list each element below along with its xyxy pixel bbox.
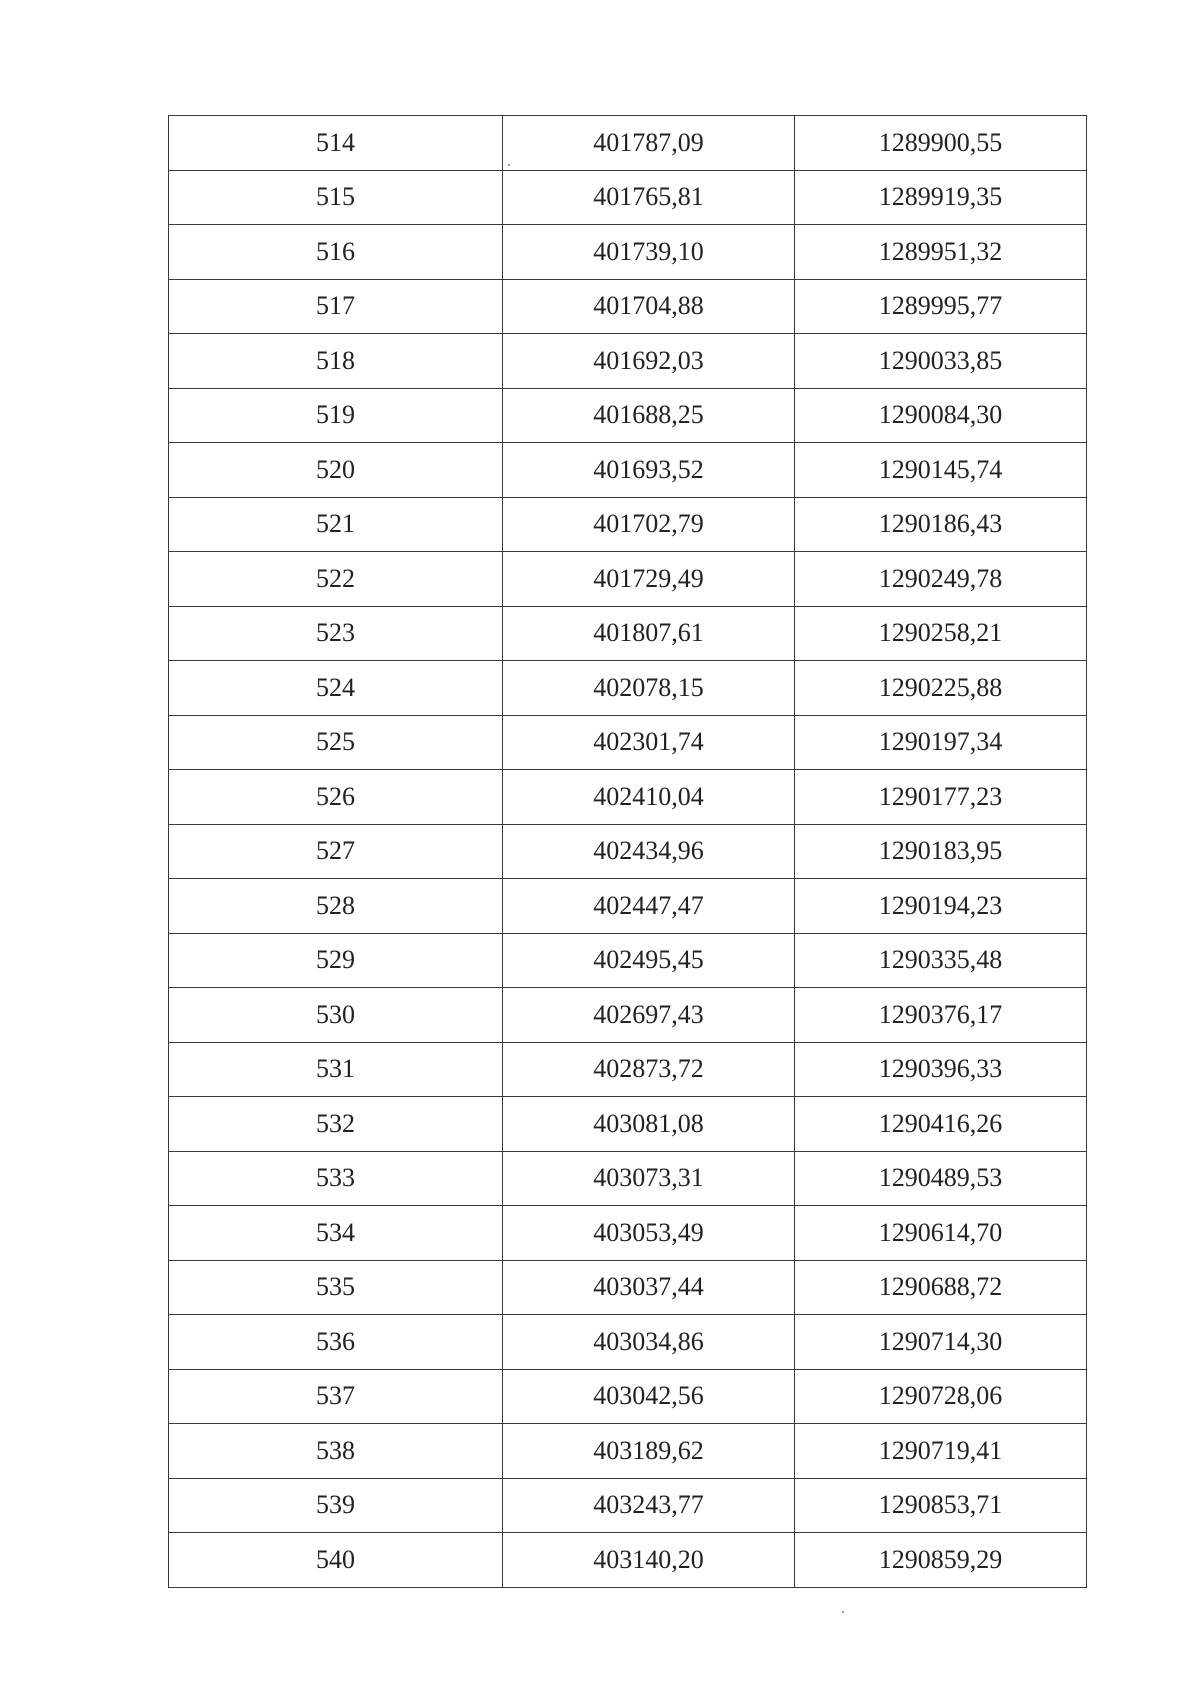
y-coordinate-cell: 1289900,55 xyxy=(795,116,1087,171)
table-row xyxy=(169,715,1087,770)
y-coordinate-cell: 1289919,35 xyxy=(795,170,1087,225)
scan-speck xyxy=(508,164,510,166)
point-number-cell: 526 xyxy=(169,770,503,825)
y-coordinate-cell: 1290084,30 xyxy=(795,388,1087,443)
point-number-cell: 534 xyxy=(169,1206,503,1261)
y-coordinate-cell: 1290177,23 xyxy=(795,770,1087,825)
table-row xyxy=(169,1533,1087,1588)
x-coordinate-cell: 401693,52 xyxy=(503,443,795,498)
table-row xyxy=(169,824,1087,879)
x-coordinate-cell: 402434,96 xyxy=(503,824,795,879)
point-number-cell: 521 xyxy=(169,497,503,552)
y-coordinate-cell: 1289995,77 xyxy=(795,279,1087,334)
y-coordinate-cell: 1290714,30 xyxy=(795,1315,1087,1370)
point-number-cell: 514 xyxy=(169,116,503,171)
table-row xyxy=(169,116,1087,171)
table-row xyxy=(169,1369,1087,1424)
x-coordinate-cell: 402301,74 xyxy=(503,715,795,770)
table-row xyxy=(169,170,1087,225)
x-coordinate-cell: 401807,61 xyxy=(503,606,795,661)
y-coordinate-cell: 1290225,88 xyxy=(795,661,1087,716)
x-coordinate-cell: 402873,72 xyxy=(503,1042,795,1097)
y-coordinate-cell: 1290183,95 xyxy=(795,824,1087,879)
point-number-cell: 524 xyxy=(169,661,503,716)
x-coordinate-cell: 401688,25 xyxy=(503,388,795,443)
table-row xyxy=(169,388,1087,443)
point-number-cell: 537 xyxy=(169,1369,503,1424)
table-row xyxy=(169,1206,1087,1261)
table-row xyxy=(169,933,1087,988)
table-row xyxy=(169,279,1087,334)
point-number-cell: 538 xyxy=(169,1424,503,1479)
x-coordinate-cell: 401765,81 xyxy=(503,170,795,225)
y-coordinate-cell: 1290194,23 xyxy=(795,879,1087,934)
table-row xyxy=(169,606,1087,661)
x-coordinate-cell: 401702,79 xyxy=(503,497,795,552)
y-coordinate-cell: 1290376,17 xyxy=(795,988,1087,1043)
x-coordinate-cell: 401729,49 xyxy=(503,552,795,607)
x-coordinate-cell: 401787,09 xyxy=(503,116,795,171)
table-row xyxy=(169,988,1087,1043)
point-number-cell: 517 xyxy=(169,279,503,334)
point-number-cell: 525 xyxy=(169,715,503,770)
x-coordinate-cell: 402697,43 xyxy=(503,988,795,1043)
y-coordinate-cell: 1290258,21 xyxy=(795,606,1087,661)
y-coordinate-cell: 1290614,70 xyxy=(795,1206,1087,1261)
point-number-cell: 535 xyxy=(169,1260,503,1315)
y-coordinate-cell: 1290719,41 xyxy=(795,1424,1087,1479)
point-number-cell: 539 xyxy=(169,1478,503,1533)
x-coordinate-cell: 403053,49 xyxy=(503,1206,795,1261)
y-coordinate-cell: 1290853,71 xyxy=(795,1478,1087,1533)
point-number-cell: 527 xyxy=(169,824,503,879)
x-coordinate-cell: 403243,77 xyxy=(503,1478,795,1533)
table-row xyxy=(169,1424,1087,1479)
y-coordinate-cell: 1290186,43 xyxy=(795,497,1087,552)
point-number-cell: 520 xyxy=(169,443,503,498)
y-coordinate-cell: 1290335,48 xyxy=(795,933,1087,988)
x-coordinate-cell: 403081,08 xyxy=(503,1097,795,1152)
x-coordinate-cell: 403140,20 xyxy=(503,1533,795,1588)
point-number-cell: 540 xyxy=(169,1533,503,1588)
table-row xyxy=(169,1097,1087,1152)
x-coordinate-cell: 402495,45 xyxy=(503,933,795,988)
table-row xyxy=(169,225,1087,280)
table-row xyxy=(169,1042,1087,1097)
table-row xyxy=(169,1260,1087,1315)
x-coordinate-cell: 402447,47 xyxy=(503,879,795,934)
table-row xyxy=(169,1315,1087,1370)
point-number-cell: 516 xyxy=(169,225,503,280)
table-row xyxy=(169,770,1087,825)
x-coordinate-cell: 402078,15 xyxy=(503,661,795,716)
y-coordinate-cell: 1290728,06 xyxy=(795,1369,1087,1424)
y-coordinate-cell: 1290396,33 xyxy=(795,1042,1087,1097)
y-coordinate-cell: 1290859,29 xyxy=(795,1533,1087,1588)
table-row xyxy=(169,552,1087,607)
x-coordinate-cell: 403034,86 xyxy=(503,1315,795,1370)
y-coordinate-cell: 1290249,78 xyxy=(795,552,1087,607)
y-coordinate-cell: 1290416,26 xyxy=(795,1097,1087,1152)
x-coordinate-cell: 401704,88 xyxy=(503,279,795,334)
point-number-cell: 519 xyxy=(169,388,503,443)
point-number-cell: 522 xyxy=(169,552,503,607)
x-coordinate-cell: 403042,56 xyxy=(503,1369,795,1424)
table-row xyxy=(169,1151,1087,1206)
y-coordinate-cell: 1290033,85 xyxy=(795,334,1087,389)
x-coordinate-cell: 402410,04 xyxy=(503,770,795,825)
point-number-cell: 536 xyxy=(169,1315,503,1370)
coordinates-table-body xyxy=(169,116,1087,1588)
point-number-cell: 531 xyxy=(169,1042,503,1097)
x-coordinate-cell: 403073,31 xyxy=(503,1151,795,1206)
x-coordinate-cell: 403037,44 xyxy=(503,1260,795,1315)
table-row xyxy=(169,1478,1087,1533)
y-coordinate-cell: 1290688,72 xyxy=(795,1260,1087,1315)
point-number-cell: 530 xyxy=(169,988,503,1043)
table-row xyxy=(169,443,1087,498)
scan-speck xyxy=(842,1611,844,1613)
point-number-cell: 528 xyxy=(169,879,503,934)
point-number-cell: 518 xyxy=(169,334,503,389)
point-number-cell: 532 xyxy=(169,1097,503,1152)
x-coordinate-cell: 401692,03 xyxy=(503,334,795,389)
table-row xyxy=(169,334,1087,389)
point-number-cell: 533 xyxy=(169,1151,503,1206)
x-coordinate-cell: 403189,62 xyxy=(503,1424,795,1479)
point-number-cell: 515 xyxy=(169,170,503,225)
table-row xyxy=(169,879,1087,934)
coordinates-table xyxy=(168,115,1087,1588)
table-row xyxy=(169,661,1087,716)
y-coordinate-cell: 1290197,34 xyxy=(795,715,1087,770)
y-coordinate-cell: 1289951,32 xyxy=(795,225,1087,280)
point-number-cell: 523 xyxy=(169,606,503,661)
x-coordinate-cell: 401739,10 xyxy=(503,225,795,280)
y-coordinate-cell: 1290145,74 xyxy=(795,443,1087,498)
point-number-cell: 529 xyxy=(169,933,503,988)
table-row xyxy=(169,497,1087,552)
y-coordinate-cell: 1290489,53 xyxy=(795,1151,1087,1206)
